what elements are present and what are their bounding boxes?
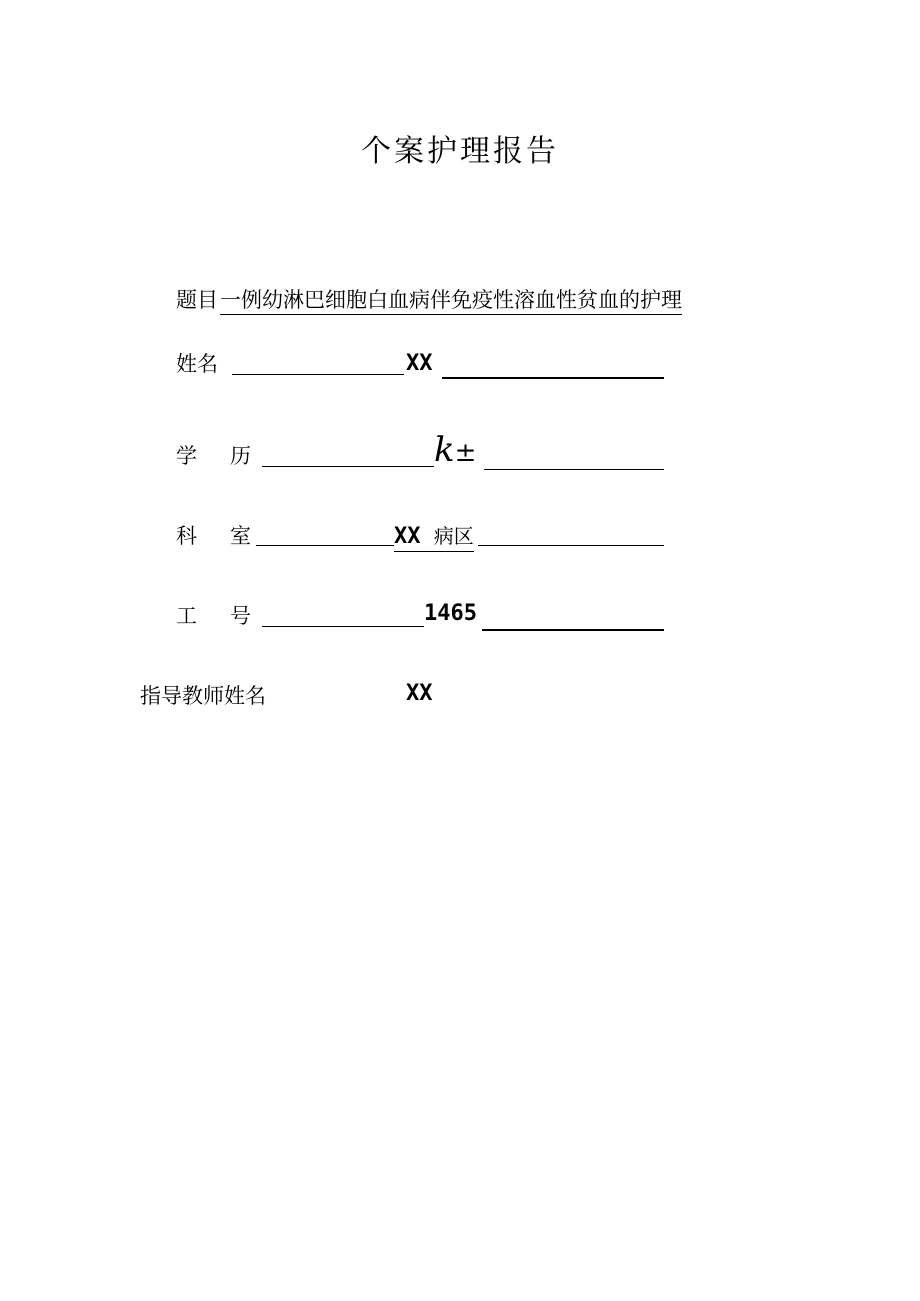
- department-value-code: XX: [394, 524, 421, 549]
- name-value: XX: [406, 351, 433, 376]
- department-value-text: 病区: [433, 524, 474, 548]
- subject-value: 一例幼淋巴细胞白血病伴免疫性溶血性贫血的护理: [220, 286, 682, 315]
- education-underline-right: [484, 469, 664, 470]
- department-value: [394, 522, 474, 552]
- education-value: [434, 430, 476, 473]
- department-label-2: 室: [230, 524, 251, 548]
- name-underline-left: [232, 374, 404, 375]
- education-underline-left: [262, 466, 434, 467]
- employee-id-underline-left: [262, 626, 424, 627]
- name-label: 姓名: [176, 352, 218, 376]
- education-label-2: 历: [230, 444, 251, 468]
- name-underline-right: [442, 377, 664, 379]
- advisor-value: XX: [406, 681, 433, 706]
- document-title: 个案护理报告: [361, 134, 559, 169]
- employee-id-label-1: 工: [176, 604, 197, 628]
- department-label-1: 科: [176, 524, 197, 548]
- employee-id-value: 1465: [424, 601, 477, 626]
- education-label-1: 学: [176, 444, 197, 468]
- education-value-main: k: [434, 430, 455, 470]
- employee-id-underline-right: [482, 629, 664, 631]
- education-value-symbol: ±: [454, 438, 477, 468]
- department-underline-right: [478, 545, 664, 546]
- employee-id-label-2: 号: [230, 604, 251, 628]
- department-underline-left: [256, 545, 394, 546]
- advisor-label: 指导教师姓名: [140, 684, 266, 708]
- subject-label: 题目: [176, 288, 218, 312]
